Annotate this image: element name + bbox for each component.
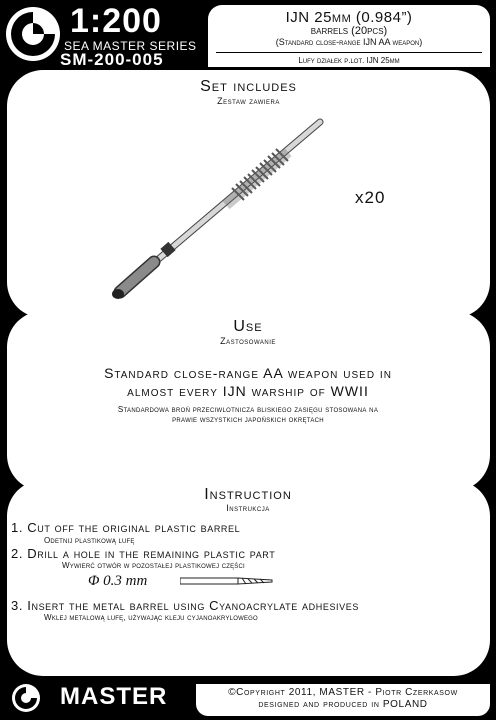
drill-bit-icon [180, 574, 276, 588]
copyright-block [196, 684, 490, 716]
use-polish-line-1: Standardowa broń przeciwlotnicza bliskiego zasięgu stosowana na [117, 405, 379, 414]
brand-name: MASTER [60, 683, 168, 710]
header-divider [216, 52, 482, 53]
quantity-label: x20 [355, 188, 386, 207]
product-title: IJN 25mm (0.984”) [285, 9, 413, 26]
header-brand-block [2, 2, 197, 69]
instruction-step-3 [11, 598, 359, 613]
use-description-line-1: Standard close-range AA weapon used in [104, 365, 392, 381]
instruction-step-2-polish: Wywierć otwór w pozostałej plastikowej części [62, 561, 245, 570]
step-number: 1. [11, 520, 24, 535]
instruction-step-1-polish: Odetnij plastikową lufę [44, 536, 135, 545]
made-in-text: designed and produced in POLAND [258, 699, 428, 710]
step-text: Cut off the original plastic barrel [27, 520, 241, 535]
series-label: SEA MASTER SERIES [64, 39, 197, 53]
master-logo-icon [4, 4, 62, 64]
instruction-step-3-polish: Wklej metalową lufę, używając kleju cyjanoakrylowego [44, 613, 258, 622]
instruction-step-1 [11, 520, 240, 535]
scale-label: 1:200 [70, 2, 162, 40]
step-text: Insert the metal barrel using Cyanoacrylate adhesives [27, 598, 359, 613]
instruction-title: Instruction [204, 486, 292, 503]
header-title-block [208, 5, 490, 67]
instruction-subtitle: Instrukcja [226, 503, 270, 513]
set-includes-panel [7, 70, 490, 318]
product-subtitle: barrels (20pcs) [310, 25, 388, 37]
step-text: Drill a hole in the remaining plastic part [27, 546, 276, 561]
step-number: 2. [11, 546, 24, 561]
product-title-polish: Lufy działek p.lot. IJN 25mm [298, 56, 400, 65]
use-subtitle: Zastosowanie [220, 336, 276, 346]
instruction-step-2 [11, 546, 275, 561]
use-description-line-2: almost every IJN warship of WWII [127, 383, 369, 399]
copyright-text: ©Copyright 2011, MASTER - Piotr Czerkasow [228, 687, 458, 698]
product-code: SM-200-005 [60, 50, 164, 69]
set-includes-title: Set includes [200, 78, 297, 95]
product-subtitle-2: (Standard close-range IJN AA weapon) [275, 37, 423, 47]
use-polish-line-2: prawie wszystkich japońskich okrętach [172, 415, 324, 424]
barrel-image [102, 110, 332, 300]
step-number: 3. [11, 598, 24, 613]
set-includes-subtitle: Zestaw zawiera [217, 96, 280, 106]
drill-size-label: Φ 0.3 mm [88, 573, 148, 589]
use-title: Use [233, 318, 263, 335]
master-logo-icon [10, 682, 58, 714]
